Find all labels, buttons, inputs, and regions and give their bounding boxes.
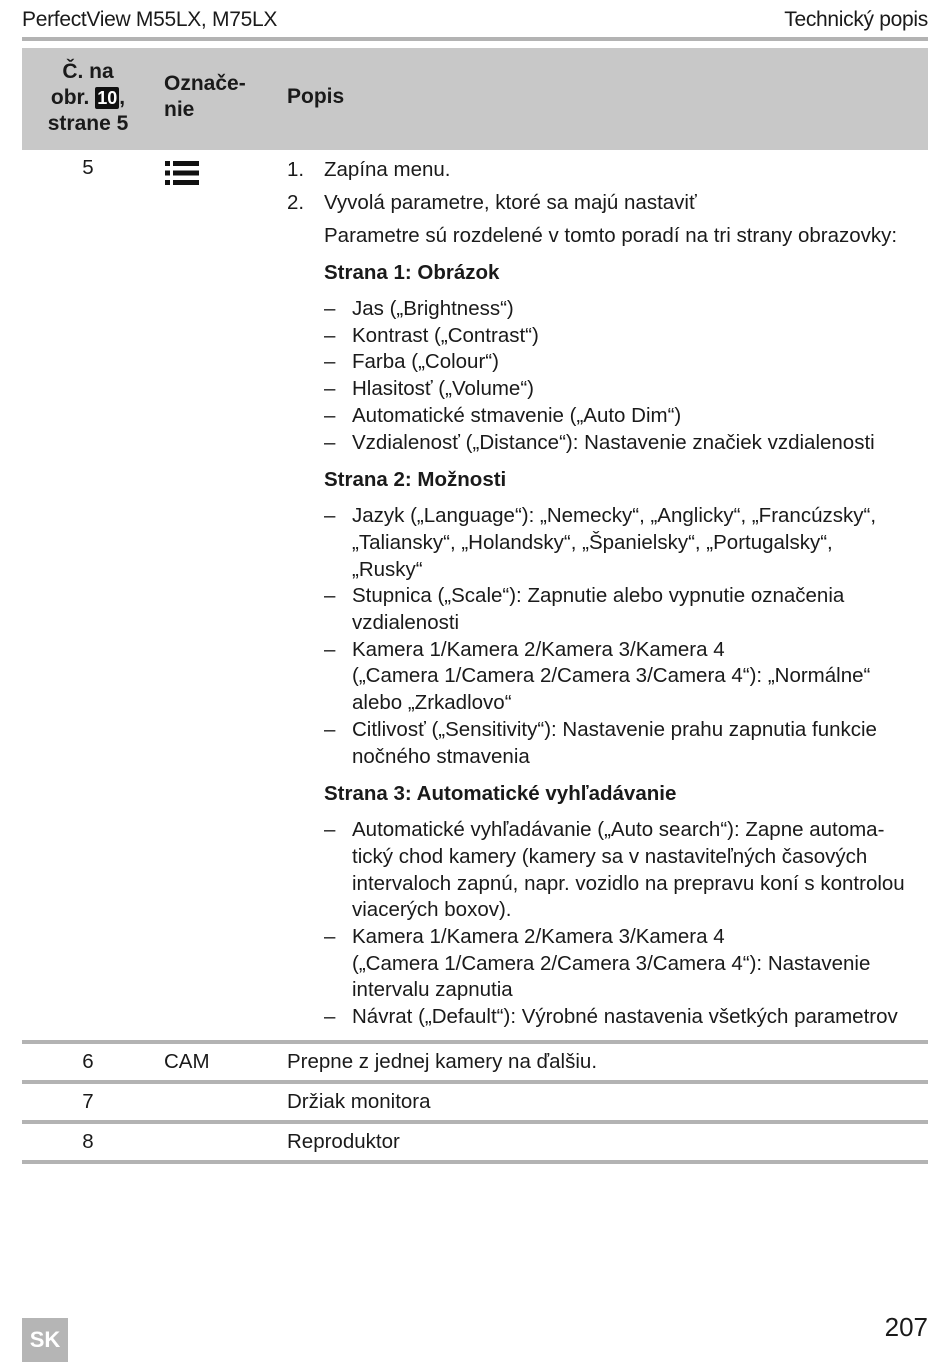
list-item: – Kamera 1/Kamera 2/Kamera 3/Kamera 4 („Camera 1/Camera 2/Camera 3/Camera 4“): „Normálne“ alebo „Zrkadlovo“ [324, 637, 871, 715]
subheading-page-2: Strana 2: Možnosti [324, 468, 507, 492]
row-number: 5 [82, 156, 94, 179]
column-header-number: Č. na obr. 10, strane 5 [47, 60, 129, 135]
description-table [22, 48, 928, 1164]
page-3-list [287, 817, 928, 1031]
page-number: 207 [884, 1312, 928, 1342]
table-header [22, 48, 928, 150]
row-description [287, 156, 928, 1031]
page-header [22, 8, 928, 38]
row-description: Prepne z jednej kamery na ďalšiu. [287, 1050, 598, 1073]
table-bottom-rule [22, 1160, 928, 1164]
column-header-description: Popis [287, 85, 345, 108]
list-item: – Farba („Colour“) [324, 350, 499, 374]
list-item: – Kamera 1/Kamera 2/Kamera 3/Kamera 4 („Camera 1/Camera 2/Camera 3/Camera 4“): Nastavenie intervalu zapnutia [324, 925, 871, 1002]
list-item: – Automatické stmavenie („Auto Dim“) [324, 403, 682, 427]
list-menu-icon [164, 160, 200, 186]
list-item: – Citlivosť („Sensitivity“): Nastavenie prahu zapnutia funkcie nočného stmavenia [324, 717, 877, 768]
table-row [22, 150, 928, 1040]
row-description: Držiak monitora [287, 1090, 431, 1113]
list-item: – Vzdialenosť („Distance“): Nastavenie značiek vzdialenosti [324, 430, 875, 454]
list-item: – Stupnica („Scale“): Zapnutie alebo vypnutie označenia vzdialenosti [324, 584, 845, 635]
list-item: – Jazyk („Language“): „Nemecky“, „Anglicky“, „Francúzsky“, „Taliansky“, „Holandsky“, „Španielsky“, „Portugalsky“, „Rusky“ [324, 504, 877, 581]
header-divider [22, 37, 928, 41]
page-2-list [287, 503, 928, 770]
table-row [22, 1084, 928, 1120]
document-title: PerfectView M55LX, M75LX [22, 8, 278, 31]
row-number: 6 [82, 1050, 94, 1073]
row-number: 8 [82, 1130, 94, 1153]
table-row [22, 1044, 928, 1080]
list-item: – Kontrast („Contrast“) [324, 323, 539, 347]
column-header-designation: Označe- nie [164, 72, 246, 121]
row-description: Reproduktor [287, 1130, 400, 1153]
row-number: 7 [82, 1090, 94, 1113]
language-badge: SK [22, 1318, 68, 1362]
subheading-page-1: Strana 1: Obrázok [324, 261, 500, 284]
list-item: 1. Zapína menu. [287, 158, 451, 181]
list-item: 2. Vyvolá parametre, ktoré sa majú nastaviť [287, 191, 697, 214]
list-item: – Hlasitosť („Volume“) [324, 377, 534, 401]
figure-reference: 10 [97, 88, 118, 108]
list-item: – Návrat („Default“): Výrobné nastavenia všetkých parametrov [324, 1005, 898, 1029]
table-row [22, 1124, 928, 1160]
page-1-list [287, 296, 928, 456]
section-title: Technický popis [784, 8, 928, 31]
list-item: – Jas („Brightness“) [324, 297, 514, 320]
list-item: – Automatické vyhľadávanie („Auto search“): Zapne automa- tický chod kamery (kamery sa v nastaviteľných časových intervaloch zapnú, napr. vozidlo na prepravu koní s kontrolou viacerých boxov). [324, 818, 905, 922]
intro-paragraph: Parametre sú rozdelené v tomto poradí na tri strany obrazovky: [324, 224, 898, 247]
row-symbol: CAM [164, 1050, 210, 1073]
subheading-page-3: Strana 3: Automatické vyhľadávanie [324, 782, 677, 806]
